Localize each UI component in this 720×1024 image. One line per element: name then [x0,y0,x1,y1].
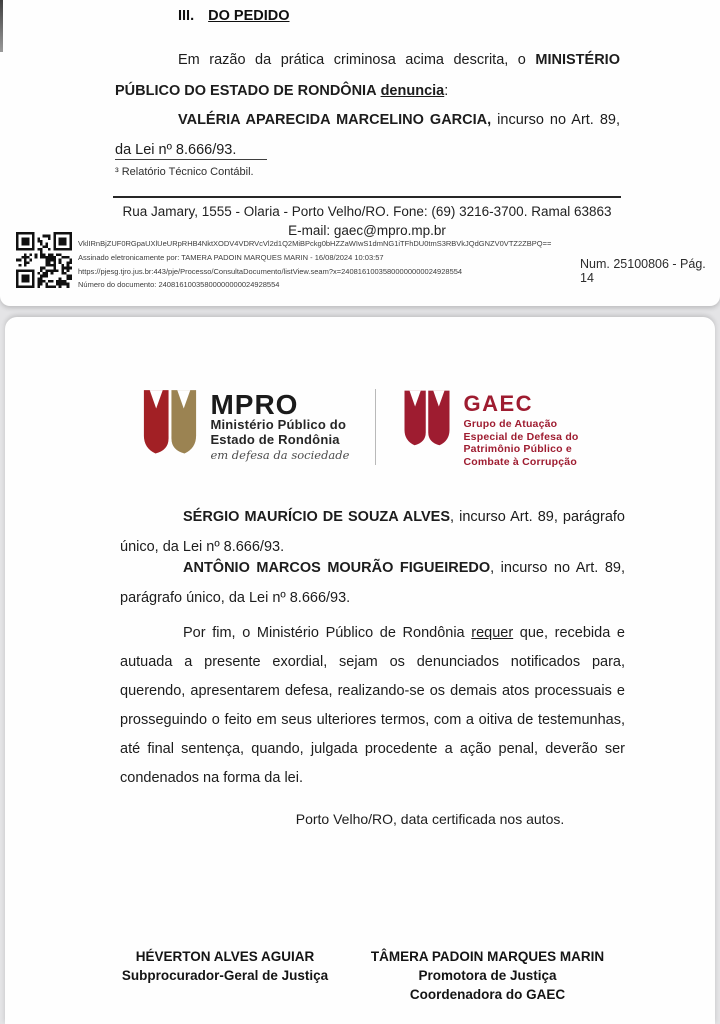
gaec-name-line3: Patrimônio Público e [463,443,572,455]
stamp-hash: VklIRnBjZUF0RGpaUXlUeURpRHB4NktXODV4VDRVcVl2d1Q2MiBPckg0bHZZaWIwS1dmNG1iTFhDU0tmS3RBVkJQdGNZV0VTZ2ZBPQ== [78,239,552,248]
page-number-reference: Num. 25100806 - Pág. 14 [580,257,706,285]
footer-address-line: Rua Jamary, 1555 - Olaria - Porto Velho/RO. Fone: (69) 3216-3700. Ramal 63863 [122,204,612,219]
footnote-separator [115,159,267,160]
stamp-doc-number: Número do documento: 24081610035800000000024928554 [78,280,280,290]
paragraph-requerimento-after: que, recebida e autuada a presente exordial, sejam os denunciados notificados para, querendo, apresentarem defesa, realizando-se os demais atos processuais e prosseguindo o feito em seus ulteriores termos, com a oitiva de testemunhas, até final sentença, quando, julgada procedente a ação penal, deverão ser condenados na forma da lei. [120,625,625,786]
paragraph-denuncia-tail: : [444,83,449,99]
paragraph-valeria [115,105,620,165]
signer-title: Subprocurador-Geral de Justiça [121,968,329,983]
gaec-emblem-icon [402,389,452,454]
qr-code [16,232,72,288]
denuncia-word: denuncia [380,83,445,99]
logo-divider [375,389,376,465]
mpro-motto: em defesa da sociedade [210,448,350,462]
paragraph-requerimento-before: Por fim, o Ministério Público de Rondônia [183,625,472,641]
accused-name-valeria: VALÉRIA APARECIDA MARCELINO GARCIA, [178,112,492,128]
section-heading [178,8,290,24]
accused-name-antonio: ANTÔNIO MARCOS MOURÃO FIGUEIREDO [183,560,491,576]
paragraph-denuncia [115,45,620,107]
mpro-emblem-icon [141,389,199,462]
accused-name-sergio: SÉRGIO MAURÍCIO DE SOUZA ALVES [183,509,451,525]
gaec-logo-text [463,393,578,468]
mpro-name-line2: Estado de Rondônia [210,431,340,447]
stamp-url: https://pjesg.tjro.jus.br:443/pje/Processo/ConsultaDocumento/listView.seam?x=24081610035800000000024928554 [78,266,463,276]
page-14 [0,0,720,306]
footer-email-line: E-mail: gaec@mpro.mp.br [288,223,446,238]
paragraph-denuncia-lead: Em razão da prática criminosa acima descrita, o [178,52,536,68]
section-number: III. [178,8,195,24]
page-15 [5,317,715,1024]
signer-title: Promotora de Justiça [418,968,557,983]
requer-word: requer [471,625,514,641]
letterhead-logos [5,389,715,468]
ministerio-publico-name: MINISTÉRIO PÚBLICO DO ESTADO DE RONDÔNIA [115,52,620,99]
signature-block-tamera [355,947,620,1004]
footer-address-block [113,202,621,240]
signer-name: TÂMERA PADOIN MARQUES MARIN [370,949,605,964]
scan-edge-artifact [0,0,3,52]
gaec-acronym: GAEC [463,391,534,416]
gaec-logo [402,389,578,468]
footnote-text: ³ Relatório Técnico Contábil. [115,166,254,178]
paragraph-requerimento [120,619,625,793]
mpro-name-line1: Ministério Público do [210,417,347,432]
electronic-signature-stamp [78,237,551,292]
mpro-logo [141,389,349,462]
paragraph-antonio-rest: , incurso no Art. 89, parágrafo único, da Lei nº 8.666/93. [120,560,625,606]
signer-name: HÉVERTON ALVES AGUIAR [135,949,315,964]
gaec-name-line1: Grupo de Atuação [463,418,558,430]
paragraph-valeria-rest: incurso no Art. 89, da Lei nº 8.666/93. [115,112,621,158]
signer-title: Coordenadora do GAEC [409,987,566,1002]
mpro-acronym: MPRO [210,389,299,420]
dateline: Porto Velho/RO, data certificada nos autos. [295,811,565,827]
mpro-logo-text [210,391,349,462]
paragraph-sergio-rest: , incurso Art. 89, parágrafo único, da Lei nº 8.666/93. [120,509,625,555]
signature-block-heverton [100,947,350,985]
section-title: DO PEDIDO [208,8,290,24]
stamp-signed-by: Assinado eletronicamente por: TAMERA PADOIN MARQUES MARIN - 16/08/2024 10:03:57 [78,252,384,262]
gaec-name-line2: Especial de Defesa do [463,430,579,443]
footer-separator [113,196,621,198]
gaec-name-line4: Combate à Corrupção [463,455,577,468]
paragraph-antonio [120,553,625,613]
